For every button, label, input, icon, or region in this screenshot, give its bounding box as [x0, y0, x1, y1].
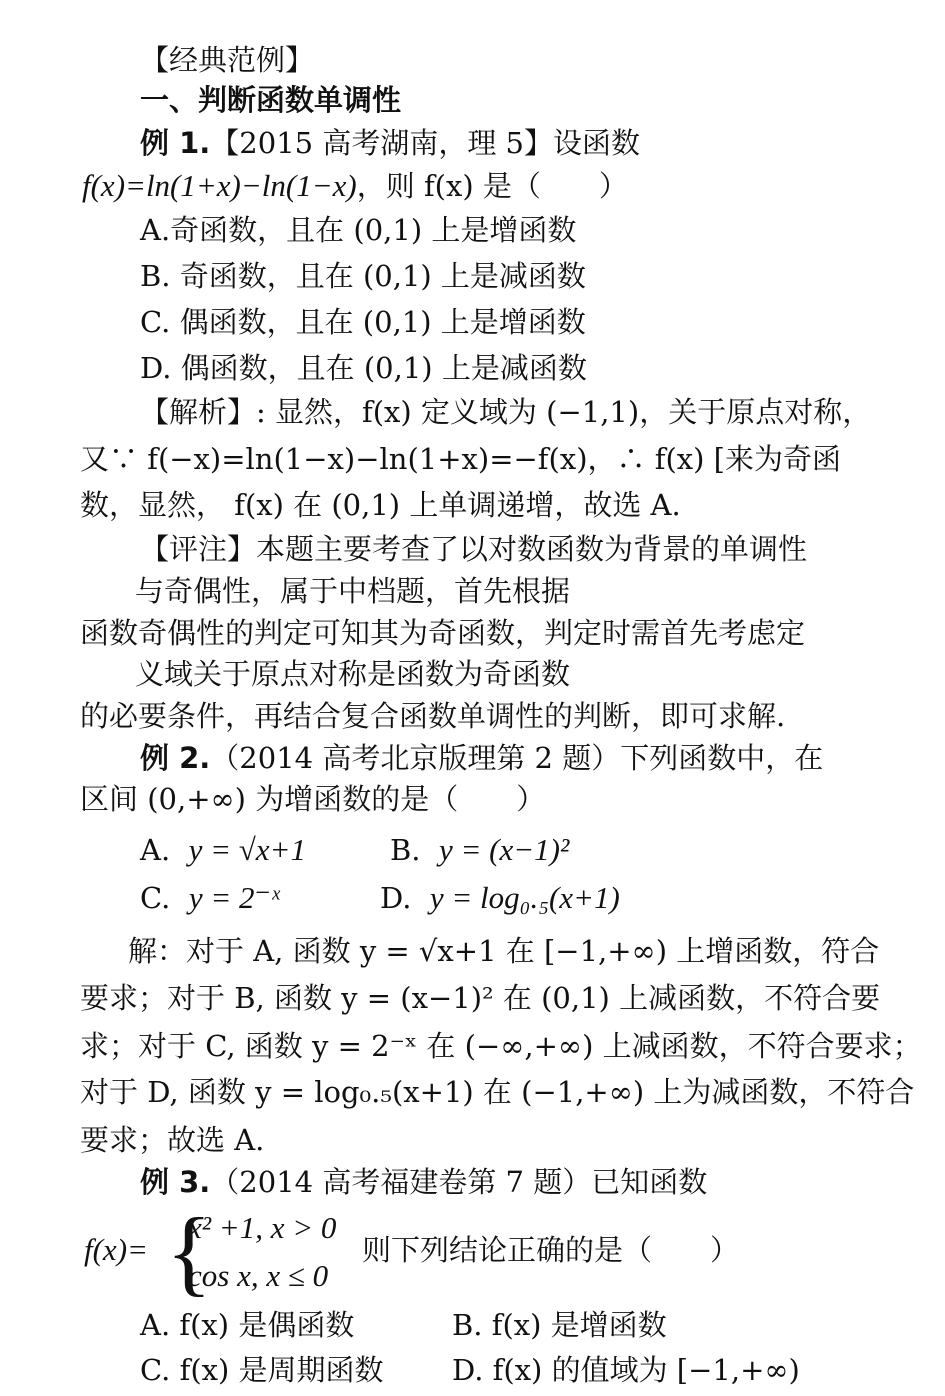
- option-b-label: B.: [390, 833, 421, 867]
- example-3-source: （2014 高考福建卷第 7 题）已知函数: [210, 1165, 708, 1199]
- example-2-solution-line-3: 求；对于 C, 函数 y = 2⁻ˣ 在 (−∞,+∞) 上减函数，不符合要求；: [80, 1029, 922, 1063]
- example-2-option-c: [140, 878, 280, 918]
- example-1-stem: [82, 166, 628, 206]
- example-2-solution-line-2: 要求；对于 B, 函数 y = (x−1)² 在 (0,1) 上减函数，不符合要: [80, 981, 881, 1015]
- example-1-option-a: A.奇函数，且在 (0,1) 上是增函数: [140, 213, 577, 247]
- example-2-heading: [140, 738, 823, 778]
- example-2-option-d: [380, 878, 620, 918]
- example-1-option-b: B. 奇函数，且在 (0,1) 上是减函数: [140, 259, 586, 293]
- example-3-option-a: A. f(x) 是偶函数: [140, 1308, 355, 1342]
- piecewise-brace: {: [166, 1198, 213, 1305]
- example-1-option-c: C. 偶函数，且在 (0,1) 上是增函数: [140, 305, 586, 339]
- example-1-question: ，则 f(x) 是（ ）: [356, 169, 628, 203]
- example-1-heading: [140, 123, 640, 163]
- example-3-case-2: cos x, x ≤ 0: [188, 1258, 329, 1293]
- example-2-solution-line-5: 要求；故选 A.: [80, 1123, 265, 1157]
- example-1-comment-line-2: 与奇偶性，属于中档题，首先根据: [135, 574, 571, 608]
- example-1-comment-line-4: 义域关于原点对称是函数为奇函数: [135, 657, 571, 691]
- example-3-option-c: C. f(x) 是周期函数: [140, 1353, 384, 1387]
- example-2-stem: 区间 (0,+∞) 为增函数的是（ ）: [80, 782, 546, 816]
- example-2-solution-line-4: 对于 D, 函数 y = log₀.₅(x+1) 在 (−1,+∞) 上为减函数，不符合: [80, 1075, 915, 1109]
- example-2-option-b: [390, 830, 569, 870]
- example-1-comment-line-1: 【评注】本题主要考查了以对数函数为背景的单调性: [140, 532, 808, 566]
- example-1-source: 【2015 高考湖南，理 5】设函数: [210, 126, 640, 160]
- example-1-analysis-line-1: 【解析】: 显然，f(x) 定义域为 (−1,1)，关于原点对称，: [140, 395, 872, 429]
- example-3-label: 例 3.: [140, 1165, 211, 1199]
- option-c-label: C.: [140, 881, 171, 915]
- example-3-option-d: D. f(x) 的值域为 [−1,+∞): [452, 1353, 800, 1387]
- example-2-solution-line-1: 解：对于 A, 函数 y = √x+1 在 [−1,+∞) 上增函数，符合: [128, 934, 880, 968]
- example-1-formula: f(x)=ln(1+x)−ln(1−x): [82, 168, 357, 203]
- example-1-label: 例 1.: [140, 126, 211, 160]
- option-c-expression: y = 2⁻ˣ: [188, 880, 280, 915]
- example-3-question: 则下列结论正确的是（ ）: [362, 1233, 740, 1267]
- option-a-label: A.: [140, 833, 171, 867]
- example-3-lhs: f(x)=: [84, 1232, 148, 1267]
- example-1-analysis-line-2: 又∵ f(−x)=ln(1−x)−ln(1+x)=−f(x)，∴ f(x) [来为奇函: [80, 442, 841, 476]
- example-1-analysis-line-3: 数，显然， f(x) 在 (0,1) 上单调递增，故选 A.: [80, 488, 681, 522]
- example-2-option-a: [140, 830, 306, 870]
- option-d-label: D.: [380, 881, 412, 915]
- example-3-heading: [140, 1162, 707, 1202]
- example-3-case-1: x² +1, x > 0: [188, 1210, 337, 1245]
- example-3-option-b: B. f(x) 是增函数: [452, 1308, 667, 1342]
- example-2-label: 例 2.: [140, 741, 211, 775]
- option-d-expression: y = log₀.₅(x+1): [429, 880, 620, 915]
- option-b-expression: y = (x−1)²: [438, 832, 570, 867]
- example-1-comment-line-5: 的必要条件，再结合复合函数单调性的判断，即可求解.: [80, 699, 786, 733]
- example-1-comment-line-3: 函数奇偶性的判定可知其为奇函数，判定时需首先考虑定: [80, 616, 806, 650]
- section-header: 【经典范例】: [140, 43, 315, 77]
- option-a-expression: y = √x+1: [188, 832, 306, 867]
- example-2-source: （2014 高考北京版理第 2 题）下列函数中，在: [210, 741, 824, 775]
- example-1-option-d: D. 偶函数，且在 (0,1) 上是减函数: [140, 351, 587, 385]
- section-title: 一、判断函数单调性: [140, 83, 402, 117]
